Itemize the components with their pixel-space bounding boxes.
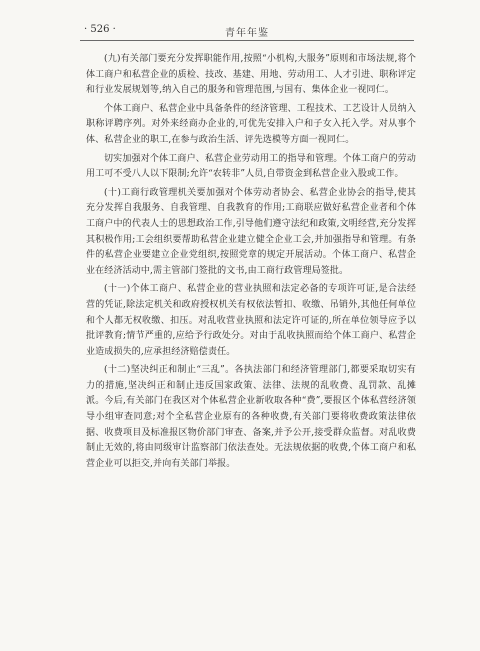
page-header	[80, 18, 414, 41]
paragraph-9: (九)有关部门要充分发挥职能作用,按照“小机构,大服务”原则和市场法规,将个体工商户和私营企业的质检、技改、基建、用地、劳动用工、人才引进、职称评定和行业发展规划等,纳入自己的服务和管理范围,与国有、集体企业一视同仁。	[86, 54, 416, 96]
paragraph-labor: 切实加强对个体工商户、私营企业劳动用工的指导和管理。个体工商户的劳动用工可不受八人以下限制;允许“农转非”人员,自带资金到私营企业入股或工作。	[86, 153, 416, 180]
page-number: · 526 ·	[84, 24, 116, 35]
body-text	[86, 52, 416, 475]
running-title: 青年年鉴	[225, 28, 269, 39]
paragraph-10: (十)工商行政管理机关要加强对个体劳动者协会、私营企业协会的指导,使其充分发挥自我服务、自我管理、自我教育的作用;工商联应做好私营企业者和个体工商户中的代表人士的思想政治工作,引导他们遵守法纪和政策,文明经营,充分发挥其积极作用;工会组织要帮助私营企业建立健全企业工会,并加强指导和管理。有条件的私营企业要建立企业党组织,按照党章的规定开展活动。个体工商户、私营企业在经济活动中,需主管部门签批的文书,由工商行政管理局签批。	[86, 187, 416, 276]
paragraph-titles: 个体工商户、私营企业中具备条件的经济管理、工程技术、工艺设计人员纳入职称评聘序列。对外来经商办企业的,可优先安排入户和子女入托入学。对从事个体、私营企业的职工,在参与政治生活、评先选模等方面一视同仁。	[86, 103, 416, 145]
paragraph-12: (十二)坚决纠正和制止“三乱”。各执法部门和经济管理部门,都要采取切实有力的措施,坚决纠正和制止违反国家政策、法律、法规的乱收费、乱罚款、乱摊派。今后,有关部门在我区对个体私营企业新收取各种“费”,要报区个体私营经济领导小组审查同意;对个全私营企业原有的各种收费,有关部门要将收费政策法律依据、收费项目及标准报区物价部门审查、备案,并予公开,接受群众监督。对乱收费制止无效的,将由同级审计监察部门依法查处。无法规依据的收费,个体工商户和私营企业可以拒交,并向有关部门举报。	[86, 365, 416, 469]
paragraph-11: (十一)个体工商户、私营企业的营业执照和法定必备的专项许可证,是合法经营的凭证,除法定机关和政府授权机关有权依法暂扣、收缴、吊销外,其他任何单位和个人都无权收缴、扣压。对乱收营业执照和法定许可证的,所在单位领导应予以批评教育;情节严重的,应给予行政处分。对由于乱收执照而给个体工商户、私营企业造成损失的,应承担经济赔偿责任。	[86, 284, 416, 357]
